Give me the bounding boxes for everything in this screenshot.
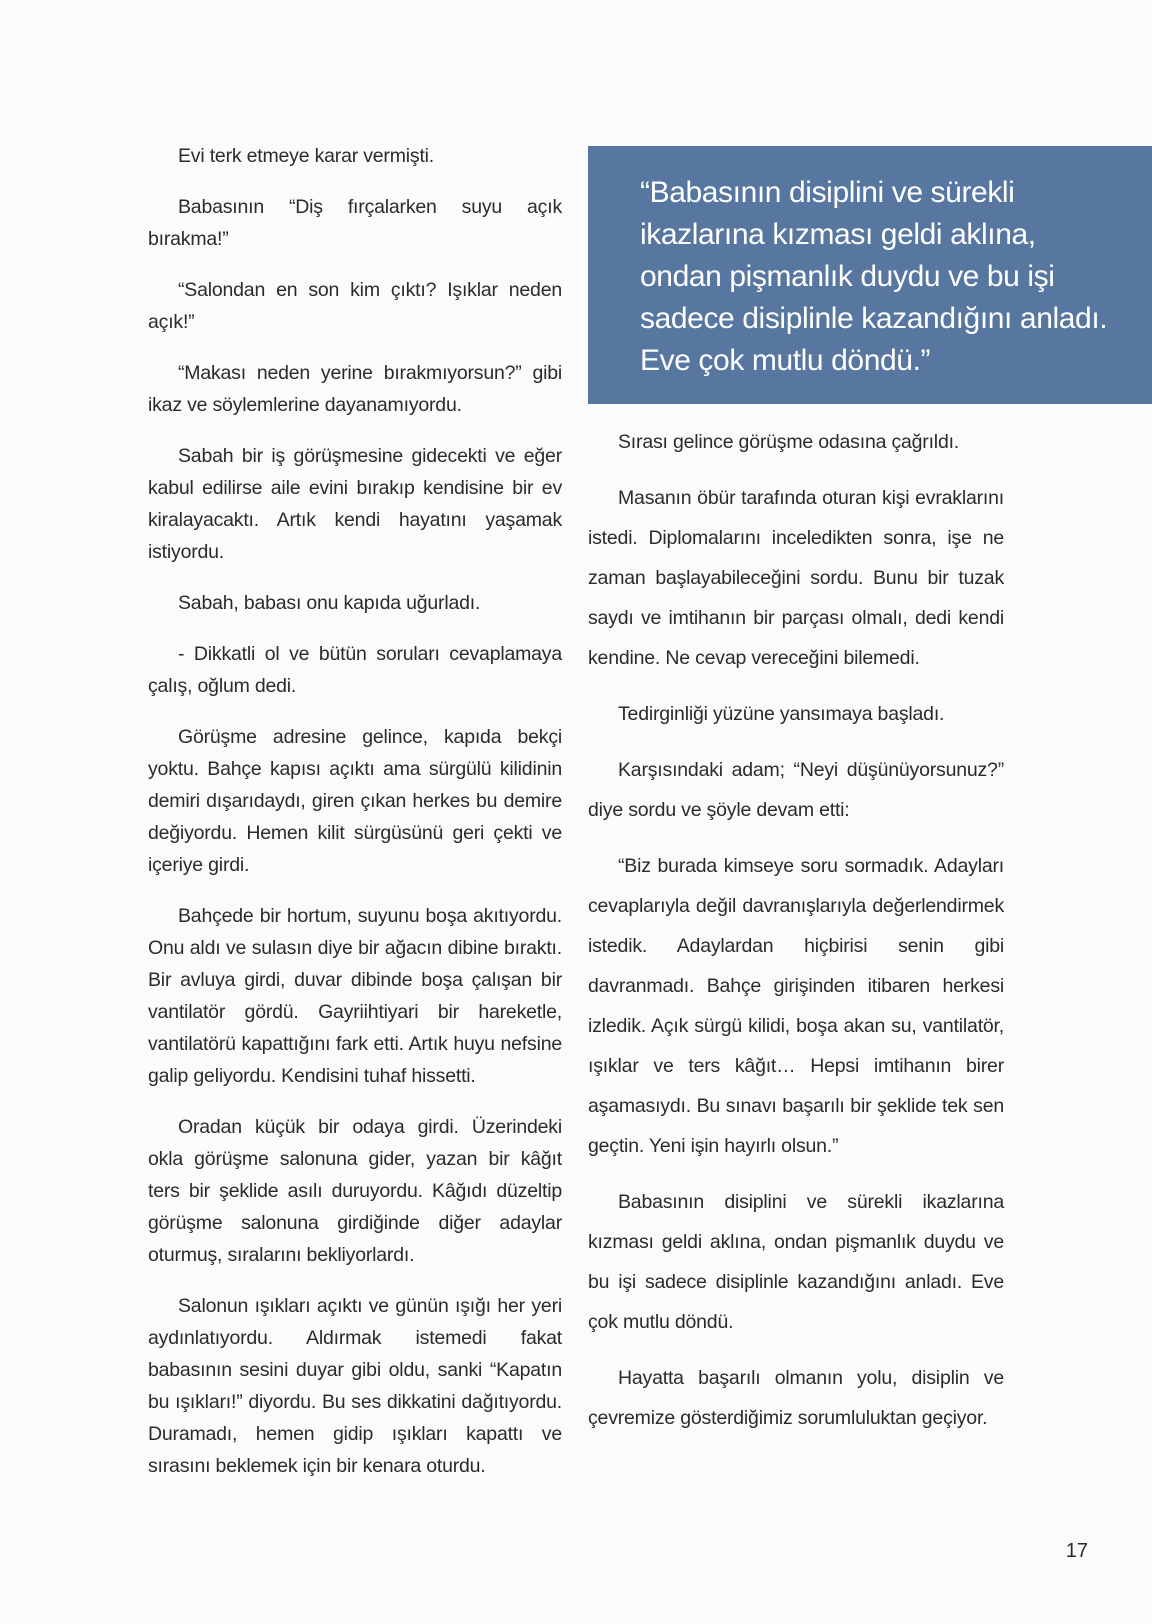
paragraph: Sabah bir iş görüşmesine gidecekti ve eğer kabul edilirse aile evini bırakıp kendisine bir ev kiralayacaktı. Artık kendi hayatını yaşamak istiyordu. xyxy=(148,445,562,563)
paragraph: Babasının “Diş fırçalarken suyu açık bırakma!” xyxy=(148,196,562,250)
paragraph: Karşısındaki adam; “Neyi düşünüyorsunuz?” diye sordu ve şöyle devam etti: xyxy=(588,759,1004,821)
paragraph: Hayatta başarılı olmanın yolu, disiplin ve çevremize gösterdiğimiz sorumluluktan geçiyor. xyxy=(588,1367,1004,1429)
paragraph: Salonun ışıkları açıktı ve günün ışığı her yeri aydınlatıyordu. Aldırmak istemedi fakat babasının sesini duyar gibi oldu, sanki “Kapatın bu ışıkları!” diyordu. Bu ses dikkatini dağıtıyordu. Duramadı, hemen gidip ışıkları kapattı ve sırasını beklemek için bir kenara oturdu. xyxy=(148,1295,562,1477)
paragraph: Masanın öbür tarafında oturan kişi evraklarını istedi. Diplomalarını inceledikten sonra, işe ne zaman başlayabileceğini sordu. Bunu bir tuzak saydı ve imtihanın bir parçası olmalı, dedi kendi kendine. Ne cevap vereceğini bilemedi. xyxy=(588,487,1004,669)
paragraph: Evi terk etmeye karar vermişti. xyxy=(178,145,435,167)
paragraph: Sırası gelince görüşme odasına çağrıldı. xyxy=(618,431,960,453)
paragraph: “Salondan en son kim çıktı? Işıklar neden açık!” xyxy=(148,279,562,333)
right-text-column xyxy=(588,422,1004,1454)
paragraph: - Dikkatli ol ve bütün soruları cevaplamaya çalış, oğlum dedi. xyxy=(148,643,562,697)
page-number: 17 xyxy=(1065,1540,1088,1562)
pull-quote-box: “Babasının disiplini ve sürekli ikazlarına kızması geldi aklına, ondan pişmanlık duydu ve bu işi sadece disiplinle kazandığını anladı. Eve çok mutlu döndü.” xyxy=(588,146,1152,404)
paragraph: Sabah, babası onu kapıda uğurladı. xyxy=(178,592,481,614)
paragraph: “Makası neden yerine bırakmıyorsun?” gibi ikaz ve söylemlerine dayanamıyordu. xyxy=(148,362,562,416)
paragraph: Tedirginliği yüzüne yansımaya başladı. xyxy=(618,703,945,725)
paragraph: Görüşme adresine gelince, kapıda bekçi yoktu. Bahçe kapısı açıktı ama sürgülü kilidinin demiri dışarıdaydı, giren çıkan herkes bu demire değiyordu. Hemen kilit sürgüsünü geri çekti ve içeriye girdi. xyxy=(148,726,562,876)
paragraph: Babasının disiplini ve sürekli ikazlarına kızması geldi aklına, ondan pişmanlık duydu ve bu işi sadece disiplinle kazandığını anladı. Eve çok mutlu döndü. xyxy=(588,1191,1004,1333)
paragraph: Bahçede bir hortum, suyunu boşa akıtıyordu. Onu aldı ve sulasın diye bir ağacın dibine bıraktı. Bir avluya girdi, duvar dibinde boşa çalışan bir vantilatör gördü. Gayriihtiyari bir hareketle, vantilatörü kapattığını fark etti. Artık huyu nefsine galip geliyordu. Kendisini tuhaf hissetti. xyxy=(148,905,562,1087)
paragraph: Oradan küçük bir odaya girdi. Üzerindeki okla görüşme salonuna gider, yazan bir kâğıt ters bir şeklide asılı duruyordu. Kâğıdı düzeltip görüşme salonuna girdiğinde diğer adaylar oturmuş, sıralarını bekliyorlardı. xyxy=(148,1116,562,1266)
paragraph: “Biz burada kimseye soru sormadık. Adayları cevaplarıyla değil davranışlarıyla değerlendirmek istedik. Adaylardan hiçbirisi senin gibi davranmadı. Bahçe girişinden itibaren herkesi izledik. Açık sürgü kilidi, boşa akan su, vantilatör, ışıklar ve ters kâğıt… Hepsi imtihanın birer aşamasıydı. Bu sınavı başarılı bir şeklide tek sen geçtin. Yeni işin hayırlı olsun.” xyxy=(588,855,1004,1157)
left-text-column xyxy=(148,140,562,1501)
